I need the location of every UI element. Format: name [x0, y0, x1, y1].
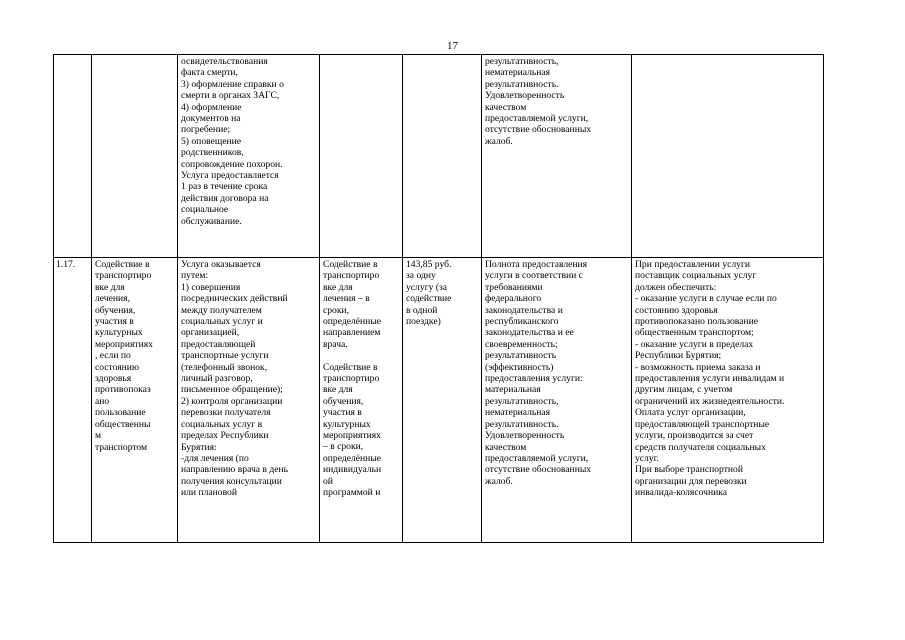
cell-text-line: определённые [323, 316, 382, 328]
cell-text-line: общественны [95, 418, 151, 430]
table-cell [320, 55, 403, 258]
cell-text-line: действия договора на [181, 192, 269, 204]
cell-text-line: Содействие в [95, 259, 150, 270]
cell-text-line: При выборе транспортной [635, 464, 743, 476]
cell-text-line: культурных [323, 418, 371, 430]
cell-text-line: перевозки получателя [181, 407, 271, 419]
cell-text-line: пределах Республики [181, 430, 269, 442]
cell-text-line: транспортиро [323, 373, 380, 385]
cell-text-line: транспортом [95, 441, 148, 453]
cell-text-line: направлению врача в день [181, 464, 288, 476]
cell-text-line: федерального [485, 293, 542, 305]
cell-text-line: результативность, [485, 395, 559, 407]
cell-text-line: ограничений их жизнедеятельности. [635, 395, 785, 407]
cell-text-line: 1) совершения [181, 281, 241, 293]
cell-text-line: результативность. [485, 418, 559, 430]
cell-text-line: организацией, [181, 327, 240, 339]
cell-text-line: (эффективность) [485, 361, 554, 373]
cell-text-line: получения консультации [181, 475, 282, 487]
cell-text-line: или плановой [181, 487, 237, 499]
cell-text-line: законодательства и [485, 304, 563, 316]
cell-text-line: 5) оповещение [181, 135, 242, 147]
services-table [53, 54, 824, 543]
cell-text-line: мероприятиях [95, 338, 153, 350]
cell-text-line: Услуга предоставляется [181, 170, 279, 182]
cell-text-line: в одной [406, 304, 438, 316]
cell-text-line: предоставления услуги инвалидам и [635, 373, 785, 385]
cell-text-line: республиканского [485, 316, 559, 328]
cell-text-line: качеством [485, 101, 527, 113]
cell-text-line: 3) оформление справки о [181, 78, 284, 90]
cell-text-line: жалоб. [485, 475, 513, 487]
cell-text-line: факта смерти, [181, 67, 238, 79]
cell-text-line: При предоставлении услуги [635, 259, 751, 270]
cell-text-line: социальное [181, 204, 229, 216]
cell-text-line: за одну [406, 270, 436, 282]
cell-text-line: программой и [323, 487, 381, 499]
table-cell [482, 55, 632, 258]
cell-text-line: (телефонный звонок, [181, 361, 268, 373]
cell-text-line: обучения, [323, 395, 364, 407]
cell-text-line: мероприятиях [323, 430, 381, 442]
cell-text-line: средств получателя социальных [635, 441, 766, 453]
cell-text-line: предоставляющей транспортные [635, 418, 770, 430]
cell-text-line: вке для [323, 384, 353, 396]
cell-text-line: Республики Бурятия; [635, 350, 722, 362]
cell-text-line: 143,85 руб. [406, 259, 452, 270]
table-cell [632, 258, 824, 543]
cell-text-line: ой [323, 475, 333, 487]
cell-text-line: транспортиро [95, 270, 152, 282]
cell-text-line: организации для перевозки [635, 475, 747, 487]
cell-text-line: инвалида-колясочника [635, 487, 727, 499]
cell-text-line: – в сроки, [323, 441, 364, 453]
cell-text-line: материальная [485, 384, 541, 396]
cell-text-line: транспортные услуги [181, 350, 269, 362]
cell-text-line: обслуживание. [181, 215, 242, 227]
cell-text-line: сроки, [323, 304, 350, 316]
cell-text-line: родственников, [181, 147, 244, 159]
cell-text-line: культурных [95, 327, 143, 339]
cell-text-line: лечения – в [323, 293, 370, 305]
table-cell [54, 55, 92, 258]
cell-text-line: противопоказано пользование [635, 316, 758, 328]
cell-text-line: освидетельствования [181, 56, 268, 67]
cell-text-line: пользование [95, 407, 146, 419]
cell-text-line: предоставления услуги: [485, 373, 583, 385]
cell-text-line: отсутствие обоснованных [485, 124, 592, 136]
table-cell [92, 258, 178, 543]
cell-text-line: вке для [323, 281, 353, 293]
cell-text-line: Бурятия: [181, 441, 217, 453]
cell-text-line: жалоб. [485, 135, 513, 147]
cell-text-line: Удовлетворенность [485, 430, 565, 442]
cell-text-line [323, 350, 399, 361]
cell-text-line: должен обеспечить: [635, 281, 717, 293]
cell-text-line: путем: [181, 270, 209, 282]
cell-text-line: Оплата услуг организации, [635, 407, 746, 419]
cell-text-line: 2) контроля организации [181, 395, 283, 407]
cell-text-line: состоянию [95, 361, 140, 373]
table-row [54, 55, 824, 258]
cell-text-line: документов на [181, 113, 241, 125]
cell-text-line: Содействие в [323, 259, 378, 270]
cell-text-line: отсутствие обоснованных [485, 464, 592, 476]
cell-text-line: предоставляемой услуги, [485, 452, 589, 464]
cell-text-line: нематериальная [485, 407, 551, 419]
cell-text-line: 1 раз в течение срока [181, 181, 268, 193]
cell-text-line: вке для [95, 281, 125, 293]
cell-text-line: Удовлетворенность [485, 90, 565, 102]
cell-text-line: Полнота предоставления [485, 259, 588, 270]
cell-text-line: другим лицам, с учетом [635, 384, 733, 396]
cell-text-line: общественным транспортом; [635, 327, 754, 339]
cell-text-line: индивидуальн [323, 464, 382, 476]
cell-text-line: - оказание услуги в пределах [635, 338, 754, 350]
cell-text-line: услуги в соответствии с [485, 270, 583, 282]
cell-text-line: поставщик социальных услуг [635, 270, 757, 282]
page-number: 17 [447, 40, 458, 52]
table-row [54, 258, 824, 543]
cell-text-line: своевременность; [485, 338, 558, 350]
table-cell [54, 258, 92, 543]
cell-text-line: определённые [323, 452, 382, 464]
cell-text-line: сопровождение похорон. [181, 158, 283, 170]
cell-text-line: участия в [95, 316, 134, 328]
cell-text-line: 1.17. [56, 259, 76, 270]
cell-text-line: результативность [485, 350, 557, 362]
table-cell [482, 258, 632, 543]
table-cell [92, 55, 178, 258]
cell-text-line: участия в [323, 407, 362, 419]
cell-text-line: ано [95, 395, 110, 407]
cell-text-line: обучения, [95, 304, 136, 316]
cell-text-line: социальных услуг в [181, 418, 263, 430]
table-cell [178, 258, 320, 543]
cell-text-line: нематериальная [485, 67, 551, 79]
cell-text-line: , если по [95, 350, 131, 362]
cell-text-line: состоянию здоровья [635, 304, 718, 316]
cell-text-line: услугу (за [406, 281, 448, 293]
cell-text-line: социальных услуг и [181, 316, 263, 328]
cell-text-line: результативность, [485, 56, 559, 67]
cell-text-line: противопоказ [95, 384, 151, 396]
cell-text-line: направлением [323, 327, 381, 339]
cell-text-line: - оказание услуги в случае если по [635, 293, 777, 305]
cell-text-line: требованиями [485, 281, 543, 293]
cell-text-line: - возможность приема заказа и [635, 361, 761, 373]
cell-text-line: результативность. [485, 78, 559, 90]
cell-text-line: законодательства и ее [485, 327, 574, 339]
cell-text-line: м [95, 430, 102, 442]
cell-text-line: качеством [485, 441, 527, 453]
cell-text-line: личный разговор, [181, 373, 253, 385]
cell-text-line: здоровья [95, 373, 132, 385]
cell-text-line: содействие [406, 293, 452, 305]
cell-text-line: Содействие в [323, 361, 378, 373]
table-body [54, 55, 824, 543]
table-cell [403, 55, 482, 258]
cell-text-line: врача. [323, 338, 348, 350]
cell-text-line: предоставляющей [181, 338, 256, 350]
cell-text-line: предоставляемой услуги, [485, 113, 589, 125]
cell-text-line: Услуга оказывается [181, 259, 261, 270]
cell-text-line: услуг. [635, 452, 659, 464]
table-cell [632, 55, 824, 258]
table-cell [320, 258, 403, 543]
cell-text-line: письменное обращение); [181, 384, 283, 396]
cell-text-line: между получателем [181, 304, 262, 316]
cell-text-line: посреднических действий [181, 293, 288, 305]
cell-text-line: транспортиро [323, 270, 380, 282]
cell-text-line: поездке) [406, 316, 441, 328]
cell-text-line: лечения, [95, 293, 130, 305]
table-cell [178, 55, 320, 258]
cell-text-line: смерти в органах ЗАГС, [181, 90, 280, 102]
cell-text-line: погребение; [181, 124, 231, 136]
cell-text-line: услуги, производится за счет [635, 430, 754, 442]
cell-text-line: -для лечения (по [181, 452, 249, 464]
cell-text-line: 4) оформление [181, 101, 242, 113]
table-cell [403, 258, 482, 543]
